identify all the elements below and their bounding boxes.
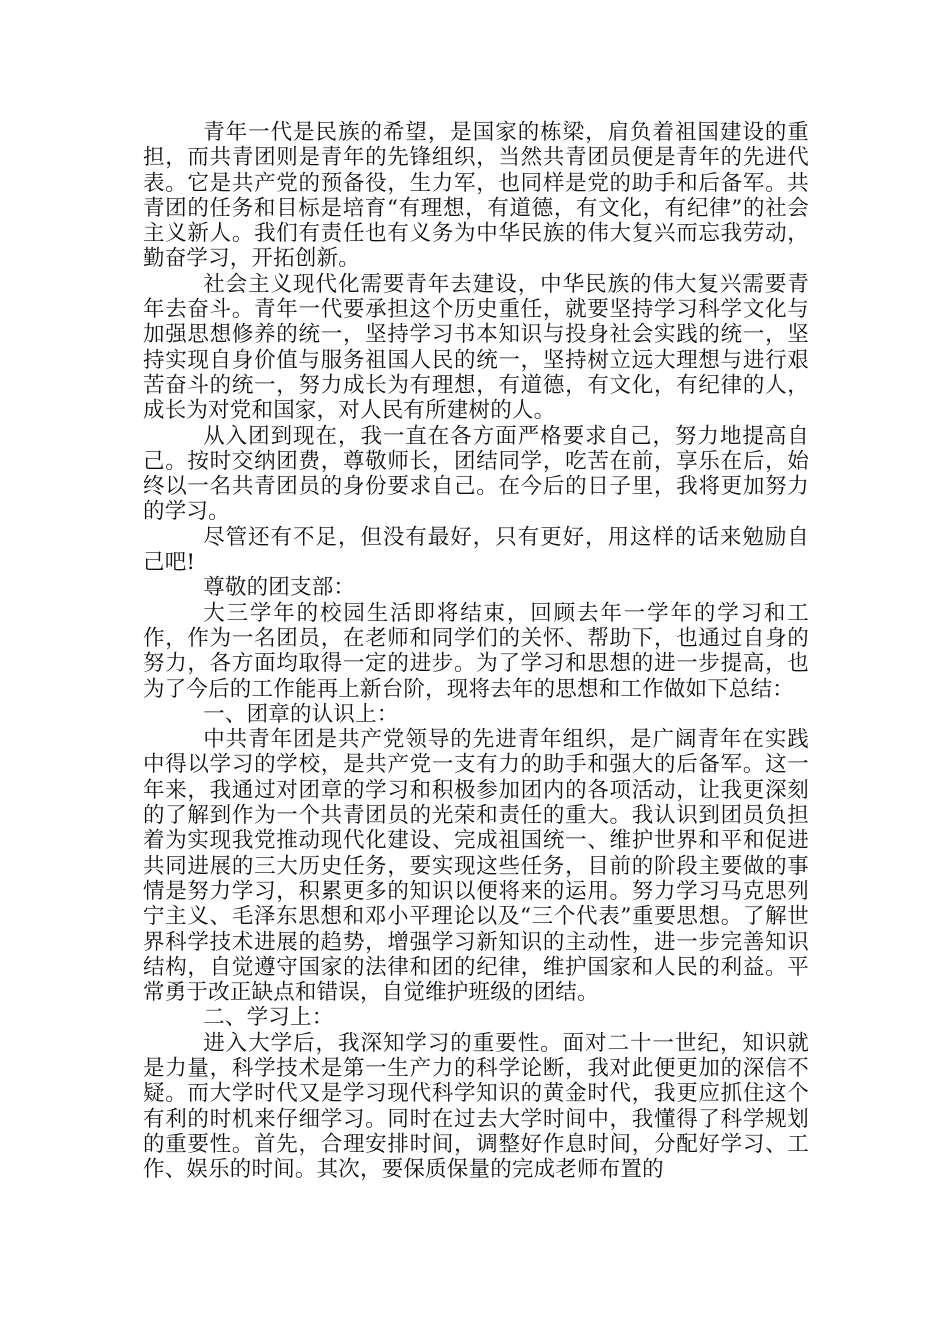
paragraph-charter-understanding: 中共青年团是共产党领导的先进青年组织，是广阔青年在实践中得以学习的学校，是共产党一支有力的助手和强大的后备军。这一年来，我通过对团章的学习和积极参加团内的各项活动，让我更深刻的了解到作为一个共青团员的光荣和责任的重大。我认识到团员负担着为实现我党推动现代化建设、完成祖国统一、维护世界和平和促进共同进展的三大历史任务，要实现这些任务，目前的阶段主要做的事情是努力学习，积累更多的知识以便将来的运用。努力学习马克思列宁主义、毛泽东思想和邓小平理论以及“三个代表”重要思想。了解世界科学技术进展的趋势，增强学习新知识的主动性，进一步完善知识结构，自觉遵守国家的法律和团的纪律，维护国家和人民的利益。平常勇于改正缺点和错误，自觉维护班级的团结。 — [143, 727, 809, 1006]
salutation: 尊敬的团支部： — [203, 575, 356, 601]
paragraph-year-review: 大三学年的校园生活即将结束，回顾去年一学年的学习和工作，作为一名团员，在老师和同学们的关怀、帮助下，也通过自身的努力，各方面均取得一定的进步。为了学习和思想的进一步提高，也为了今后的工作能再上新台阶，现将去年的思想和工作做如下总结： — [143, 600, 809, 702]
paragraph-since-joining: 从入团到现在，我一直在各方面严格要求自己，努力地提高自己。按时交纳团费，尊敬师长，团结同学，吃苦在前，享乐在后，始终以一名共青团员的身份要求自己。在今后的日子里，我将更加努力的学习。 — [143, 423, 809, 525]
section-heading-study: 二、学习上： — [203, 1005, 334, 1031]
paragraph-youth-hope: 青年一代是民族的希望，是国家的栋梁，肩负着祖国建设的重担，而共青团则是青年的先锋组织，当然共青团员便是青年的先进代表。它是共产党的预备役，生力军，也同样是党的助手和后备军。共青团的任务和目标是培育“有理想，有道德，有文化，有纪律”的社会主义新人。我们有责任也有义务为中华民族的伟大复兴而忘我劳动，勤奋学习，开拓创新。 — [143, 120, 809, 272]
paragraph-socialist-modernization: 社会主义现代化需要青年去建设，中华民族的伟大复兴需要青年去奋斗。青年一代要承担这个历史重任，就要坚持学习科学文化与加强思想修养的统一，坚持学习书本知识与投身社会实践的统一，坚持实现自身价值与服务祖国人民的统一，坚持树立远大理想与进行艰苦奋斗的统一，努力成长为有理想，有道德，有文化，有纪律的人，成长为对党和国家，对人民有所建树的人。 — [143, 271, 809, 424]
section-heading-charter: 一、团章的认识上： — [203, 701, 399, 727]
paragraph-study: 进入大学后，我深知学习的重要性。面对二十一世纪，知识就是力量，科学技术是第一生产力的科学论断，我对此便更加的深信不疑。而大学时代又是学习现代科学知识的黄金时代，我更应抓住这个有利的时机来仔细学习。同时在过去大学时间中，我懂得了科学规划的重要性。首先，合理安排时间，调整好作息时间，分配好学习、工作、娱乐的时间。其次，要保质保量的完成老师布置的 — [143, 1030, 809, 1183]
paragraph-encouragement: 尽管还有不足，但没有最好，只有更好，用这样的话来勉励自己吧! — [143, 524, 809, 576]
document-body — [143, 120, 809, 1182]
